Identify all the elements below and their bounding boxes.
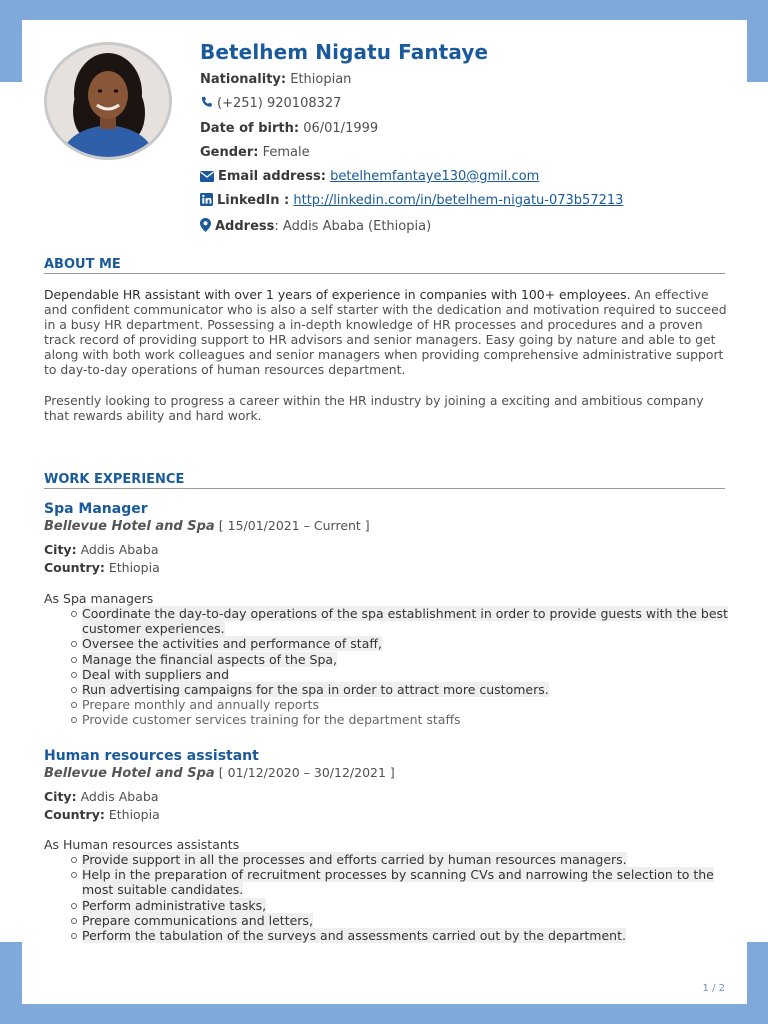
gender-line (200, 145, 310, 160)
country-label: Country: (44, 807, 105, 822)
list-item: Help in the preparation of recruitment processes by scanning CVs and narrowing the selection to the most suitable candidates. (82, 867, 732, 897)
city-value: Addis Ababa (80, 789, 159, 804)
phone-line (200, 96, 341, 113)
job-title: Human resources assistant (44, 748, 259, 764)
city-value: Addis Ababa (80, 542, 159, 557)
job-duties-list (64, 852, 732, 943)
nationality-line (200, 72, 351, 87)
job-city (44, 789, 158, 804)
job-intro: As Human resources assistants (44, 837, 240, 852)
job-city (44, 542, 158, 557)
linkedin-line (200, 193, 623, 210)
list-item: Provide support in all the processes and efforts carried by human resources managers. (82, 852, 732, 867)
job-dates: [ 01/12/2020 – 30/12/2021 ] (218, 765, 395, 780)
about-body-text: An effective and confident communicator who is also a self starter with the dedication and motivation required to succeed in a busy HR department. Possessing a in-depth knowledge of HR processes and procedures and a proven track record of providing support to HR advisors and senior managers. Easy going by nature and able to get along with both work colleagues and senior managers when providing comprehensive administrative support to day-to-day operations of human resources department. (44, 287, 727, 377)
list-item: Manage the financial aspects of the Spa, (82, 652, 732, 667)
employer-name: Bellevue Hotel and Spa (44, 766, 215, 781)
about-lead-text: Dependable HR assistant with over 1 years of experience in companies with 100+ employees. (44, 287, 631, 302)
about-section-title: ABOUT ME (44, 257, 725, 274)
profile-photo (44, 42, 172, 160)
job-title: Spa Manager (44, 501, 148, 517)
envelope-icon (200, 171, 214, 186)
job-employer-line (44, 765, 395, 781)
country-value: Ethiopia (108, 807, 160, 822)
linkedin-label: LinkedIn : (217, 193, 290, 208)
job-duties-list (64, 606, 732, 728)
linkedin-link[interactable]: http://linkedin.com/in/betelhem-nigatu-073b57213 (293, 193, 624, 208)
candidate-name: Betelhem Nigatu Fantaye (200, 40, 489, 64)
address-label: Address (215, 219, 275, 234)
list-item: Deal with suppliers and (82, 667, 732, 682)
about-paragraph-2: Presently looking to progress a career within the HR industry by joining a exciting and ambitious company that rewards ability and hard work. (44, 393, 704, 423)
phone-icon (200, 96, 213, 113)
page-number: 1 / 2 (702, 983, 725, 994)
gender-label: Gender: (200, 145, 259, 160)
dob-line (200, 121, 378, 136)
job-country (44, 807, 160, 822)
address-line (200, 218, 431, 236)
dob-label: Date of birth: (200, 121, 300, 136)
list-item: Coordinate the day-to-day operations of the spa establishment in order to provide guests with the best customer experiences. (82, 606, 732, 636)
list-item: Run advertising campaigns for the spa in order to attract more customers. (82, 682, 732, 697)
dob-value: 06/01/1999 (303, 121, 379, 136)
employer-name: Bellevue Hotel and Spa (44, 519, 215, 534)
city-label: City: (44, 789, 77, 804)
email-line (200, 169, 539, 186)
city-label: City: (44, 542, 77, 557)
email-link[interactable]: betelhemfantaye130@gmil.com (330, 169, 540, 184)
list-item: Provide customer services training for the department staffs (82, 712, 732, 727)
map-pin-icon (200, 218, 211, 236)
gender-value: Female (262, 145, 310, 160)
job-intro: As Spa managers (44, 591, 154, 606)
linkedin-icon (200, 193, 213, 210)
about-paragraph (44, 287, 727, 377)
work-section-title: WORK EXPERIENCE (44, 472, 725, 489)
nationality-value: Ethiopian (290, 72, 352, 87)
country-value: Ethiopia (108, 560, 160, 575)
nationality-label: Nationality: (200, 72, 287, 87)
address-value: : Addis Ababa (Ethiopia) (274, 219, 432, 234)
email-label: Email address: (218, 169, 326, 184)
list-item: Perform the tabulation of the surveys and assessments carried out by the department. (82, 928, 732, 943)
cv-page (22, 20, 747, 1004)
list-item: Oversee the activities and performance of staff, (82, 636, 732, 651)
job-dates: [ 15/01/2021 – Current ] (218, 518, 370, 533)
list-item: Prepare monthly and annually reports (82, 697, 732, 712)
phone-value: (+251) 920108327 (217, 96, 342, 111)
job-employer-line (44, 518, 370, 534)
list-item: Prepare communications and letters, (82, 913, 732, 928)
list-item: Perform administrative tasks, (82, 898, 732, 913)
country-label: Country: (44, 560, 105, 575)
job-country (44, 560, 160, 575)
